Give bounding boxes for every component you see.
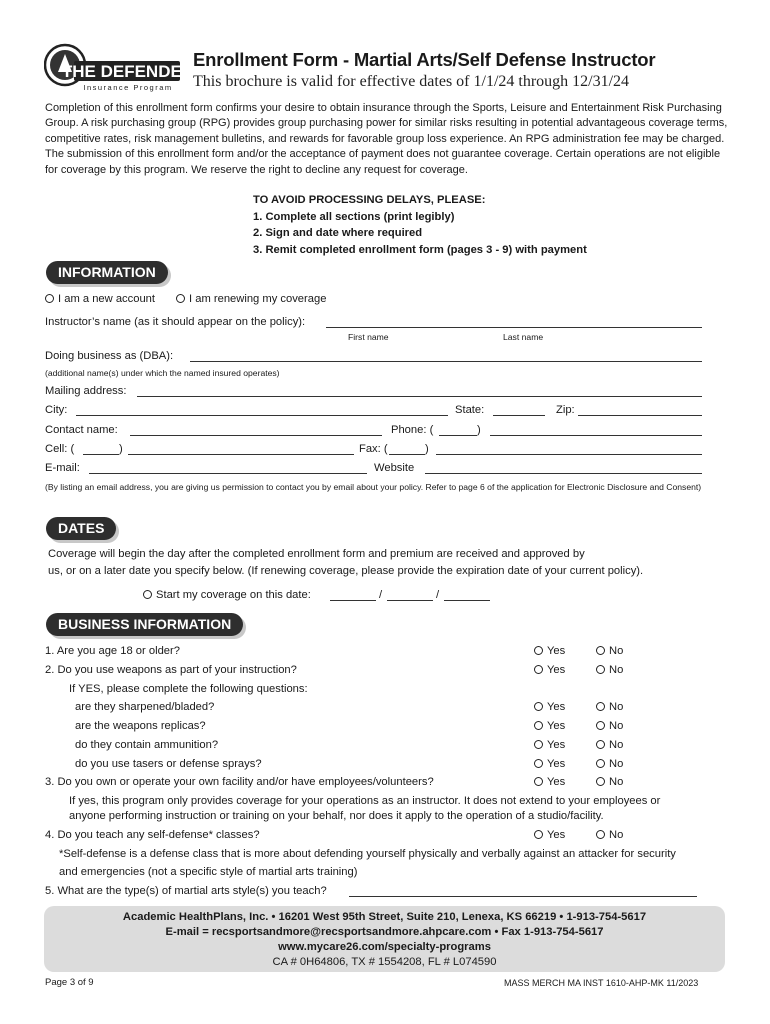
martial-arts-styles-field[interactable] (349, 896, 697, 897)
q3-yes-option[interactable]: Yes (534, 776, 565, 788)
q2c-yes-radio[interactable] (534, 740, 543, 749)
start-day-field[interactable] (387, 600, 433, 601)
renewing-radio[interactable] (176, 294, 185, 303)
q3-no-option[interactable]: No (596, 776, 623, 788)
question-2c: do they contain ammunition? (75, 739, 219, 751)
fax-label: Fax: ( (359, 443, 388, 455)
phone-area-code-field[interactable] (439, 435, 477, 436)
dates-heading: DATES (46, 517, 116, 540)
footer-website: www.mycare26.com/specialty-programs (278, 941, 491, 953)
q2b-no-radio[interactable] (596, 721, 605, 730)
instructor-name-field[interactable] (326, 327, 702, 328)
form-number: MASS MERCH MA INST 1610-AHP-MK 11/2023 (504, 978, 699, 988)
q2c-no-option[interactable]: No (596, 739, 623, 751)
defender-logo (44, 42, 184, 92)
q2a-no-option[interactable]: No (596, 701, 623, 713)
instruction-step-2: 2. Sign and date where required (253, 227, 423, 239)
logo-tagline: Insurance Program (83, 83, 173, 92)
question-3: 3. Do you own or operate your own facility and/or have employees/volunteers? (45, 776, 434, 788)
q3-no-radio[interactable] (596, 777, 605, 786)
dba-label: Doing business as (DBA): (45, 350, 174, 362)
start-month-field[interactable] (330, 600, 376, 601)
question-2b: are the weapons replicas? (75, 720, 206, 732)
information-heading: INFORMATION (46, 261, 168, 284)
q2b-no-option[interactable]: No (596, 720, 623, 732)
first-name-caption: First name (348, 332, 389, 342)
question-4: 4. Do you teach any self-defense* classes? (45, 829, 260, 841)
question-2a: are they sharpened/bladed? (75, 701, 215, 713)
q1-yes-option[interactable]: Yes (534, 645, 565, 657)
dba-note: (additional name(s) under which the named insured operates) (45, 368, 280, 378)
phone-number-field[interactable] (490, 435, 702, 436)
state-field[interactable] (493, 415, 545, 416)
instructions-heading: TO AVOID PROCESSING DELAYS, PLEASE: (253, 194, 486, 206)
dates-text-line-1: Coverage will begin the day after the completed enrollment form and premium are received and approved by (48, 548, 585, 560)
question-4-note-line-2: and emergencies (not a specific style of martial arts training) (59, 866, 358, 878)
q4-yes-option[interactable]: Yes (534, 829, 565, 841)
email-label: E-mail: (45, 462, 80, 474)
q2a-yes-option[interactable]: Yes (534, 701, 565, 713)
date-separator: / (436, 589, 440, 601)
processing-instructions (253, 192, 587, 258)
footer-license-numbers: CA # 0H64806, TX # 1554208, FL # L074590 (272, 956, 497, 968)
q4-no-radio[interactable] (596, 830, 605, 839)
contact-name-field[interactable] (130, 435, 382, 436)
start-year-field[interactable] (444, 600, 490, 601)
question-1: 1. Are you age 18 or older? (45, 645, 180, 657)
instructor-name-label: Instructor’s name (as it should appear on the policy): (45, 316, 306, 328)
date-separator: / (379, 589, 383, 601)
fax-paren-close: ) (425, 443, 429, 455)
q2d-yes-radio[interactable] (534, 759, 543, 768)
phone-label: Phone: ( (391, 424, 434, 436)
page-number: Page 3 of 9 (45, 977, 94, 988)
q2b-yes-radio[interactable] (534, 721, 543, 730)
mailing-address-field[interactable] (137, 396, 702, 397)
zip-label: Zip: (556, 404, 575, 416)
new-account-radio[interactable] (45, 294, 54, 303)
cell-label: Cell: ( (45, 443, 75, 455)
cell-area-code-field[interactable] (83, 454, 119, 455)
fax-number-field[interactable] (436, 454, 702, 455)
zip-field[interactable] (578, 415, 702, 416)
intro-paragraph: Completion of this enrollment form confirms your desire to obtain insurance through the Sports, Leisure and Entertainment Risk Purchasing Group. A risk purchasing group (RPG) provides group purchasing power for similar risks resulting in potential advantageous coverage terms, competitive rates, risk management bulletins, and rewards for favorable group loss experience. An RPG administration fee may be charged. The submission of this enrollment form and/or the acceptance of payment does not guarantee coverage. Certain operations are not eligible for coverage by this program. We reserve the right to decline any request for coverage. (45, 102, 728, 176)
cell-number-field[interactable] (128, 454, 354, 455)
q2c-yes-option[interactable]: Yes (534, 739, 565, 751)
question-3-note-line-2: anyone performing instruction or training on your behalf, nor does it apply to the operation of a studio/facility. (69, 810, 604, 822)
dba-field[interactable] (190, 361, 702, 362)
business-information-heading: BUSINESS INFORMATION (46, 613, 243, 636)
phone-paren-close: ) (477, 424, 481, 436)
coverage-start-option[interactable]: Start my coverage on this date: (143, 589, 311, 601)
email-field[interactable] (89, 473, 367, 474)
logo-wordmark: THE DEFENDER (61, 62, 184, 81)
footer-email-fax: E-mail = recsportsandmore@recsportsandmore.ahpcare.com • Fax 1-913-754-5617 (165, 926, 604, 938)
cell-paren-close: ) (119, 443, 123, 455)
footer-address: Academic HealthPlans, Inc. • 16201 West 95th Street, Suite 210, Lenexa, KS 66219 • 1-913-754-5617 (122, 911, 647, 923)
page-title: Enrollment Form - Martial Arts/Self Defense Instructor (193, 49, 656, 70)
fax-area-code-field[interactable] (389, 454, 425, 455)
q2a-no-radio[interactable] (596, 702, 605, 711)
q2-yes-radio[interactable] (534, 665, 543, 674)
renewing-option[interactable]: I am renewing my coverage (176, 293, 326, 305)
question-4-note-line-1: *Self-defense is a defense class that is more about defending yourself physically and verbally against an attacker for security (59, 848, 676, 860)
q2-yes-option[interactable]: Yes (534, 664, 565, 676)
q2c-no-radio[interactable] (596, 740, 605, 749)
coverage-start-radio[interactable] (143, 590, 152, 599)
question-2-note: If YES, please complete the following questions: (69, 683, 308, 695)
city-field[interactable] (76, 415, 448, 416)
dates-text-line-2: us, or on a later date you specify below. (If renewing coverage, please provide the expiration date of your current policy). (48, 565, 644, 577)
question-3-note-line-1: If yes, this program only provides coverage for your operations as an instructor. It does not extend to your employees or (69, 795, 661, 807)
question-5: 5. What are the type(s) of martial arts style(s) you teach? (45, 885, 327, 897)
new-account-option[interactable]: I am a new account (45, 293, 155, 305)
website-field[interactable] (425, 473, 702, 474)
instruction-step-3: 3. Remit completed enrollment form (pages 3 - 9) with payment (253, 243, 587, 256)
city-label: City: (45, 404, 68, 416)
q1-no-option[interactable]: No (596, 645, 623, 657)
mailing-address-label: Mailing address: (45, 385, 127, 397)
email-consent-note: (By listing an email address, you are giving us permission to contact you by email about your policy. Refer to page 6 of the application for Electronic Disclosure and Consent) (45, 482, 702, 492)
q2d-no-option[interactable]: No (596, 758, 623, 770)
q2b-yes-option[interactable]: Yes (534, 720, 565, 732)
q2-no-radio[interactable] (596, 665, 605, 674)
question-2: 2. Do you use weapons as part of your instruction? (45, 664, 297, 676)
last-name-caption: Last name (503, 332, 544, 342)
page-subtitle: This brochure is valid for effective dates of 1/1/24 through 12/31/24 (193, 73, 630, 90)
q3-yes-radio[interactable] (534, 777, 543, 786)
q1-yes-radio[interactable] (534, 646, 543, 655)
q4-no-option[interactable]: No (596, 829, 623, 841)
q1-no-radio[interactable] (596, 646, 605, 655)
q2d-yes-option[interactable]: Yes (534, 758, 565, 770)
q2d-no-radio[interactable] (596, 759, 605, 768)
q4-yes-radio[interactable] (534, 830, 543, 839)
q2a-yes-radio[interactable] (534, 702, 543, 711)
website-label: Website (374, 462, 415, 474)
contact-name-label: Contact name: (45, 424, 118, 436)
instruction-step-1: 1. Complete all sections (print legibly) (253, 210, 455, 223)
state-label: State: (455, 404, 485, 416)
question-2d: do you use tasers or defense sprays? (75, 758, 262, 770)
q2-no-option[interactable]: No (596, 664, 623, 676)
